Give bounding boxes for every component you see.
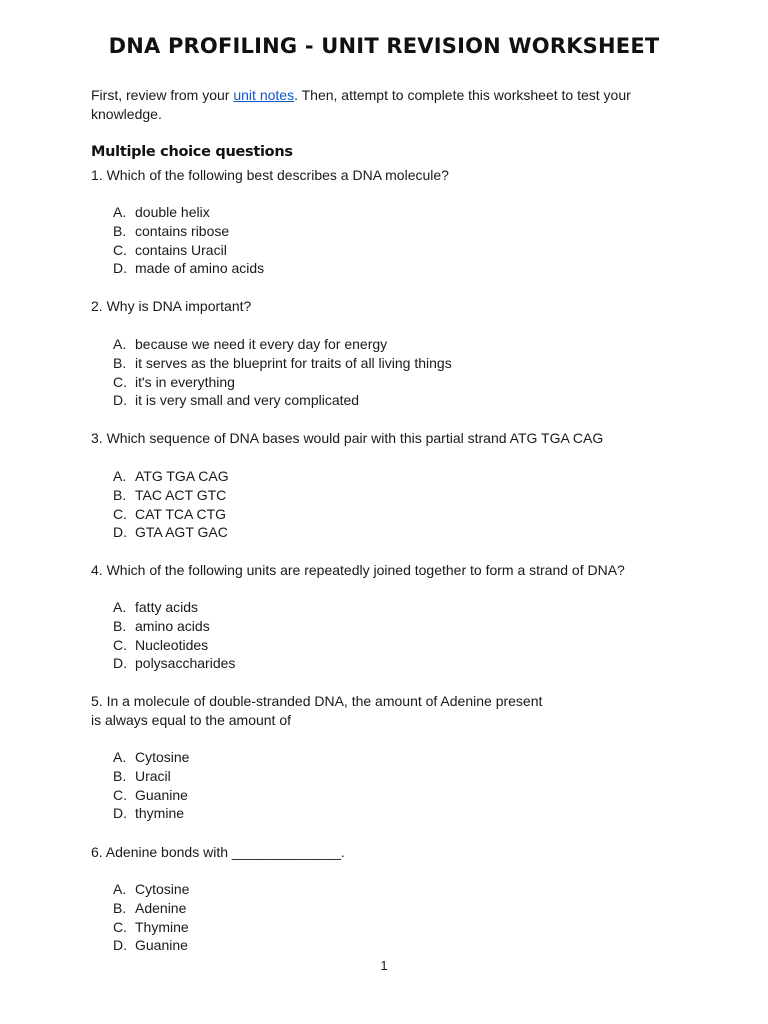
option-text: Thymine xyxy=(135,918,189,935)
option-text: because we need it every day for energy xyxy=(135,336,388,352)
intro-paragraph xyxy=(91,86,651,124)
option-b xyxy=(91,767,651,786)
option-text: it is very small and very complicated xyxy=(135,392,360,409)
option-list xyxy=(91,880,651,955)
option-text: double helix xyxy=(135,204,210,220)
option-text: Guanine xyxy=(135,786,188,803)
option-c xyxy=(91,636,711,655)
option-d xyxy=(91,804,651,823)
option-letter: D. xyxy=(113,524,127,541)
option-a xyxy=(91,748,651,767)
option-text: TAC ACT GTC xyxy=(135,486,227,503)
option-letter: D. xyxy=(113,805,127,822)
option-a xyxy=(91,598,711,617)
option-text: amino acids xyxy=(135,617,210,634)
option-a xyxy=(91,467,691,486)
option-letter: A. xyxy=(113,599,127,615)
option-text: GTA AGT GAC xyxy=(135,524,228,541)
option-c xyxy=(91,505,691,524)
option-d xyxy=(91,936,651,955)
option-text: polysaccharides xyxy=(135,655,236,672)
option-text: it serves as the blueprint for traits of all living things xyxy=(135,354,452,371)
intro-prefix: First, review from your xyxy=(91,87,234,103)
question-text-line2: is always equal to the amount of xyxy=(91,712,292,728)
unit-notes-link[interactable]: unit notes xyxy=(233,87,295,103)
option-letter: C. xyxy=(113,636,127,653)
page-number: 1 xyxy=(380,958,388,973)
option-c xyxy=(91,918,651,937)
option-letter: B. xyxy=(113,354,127,371)
option-b xyxy=(91,617,711,636)
question-2 xyxy=(91,297,651,410)
question-1 xyxy=(91,166,651,278)
option-letter: B. xyxy=(113,617,127,634)
option-letter: D. xyxy=(113,937,127,954)
option-letter: A. xyxy=(113,881,127,897)
question-text: 2. Why is DNA important? xyxy=(91,298,252,314)
option-text: Nucleotides xyxy=(135,636,209,653)
option-text: contains Uracil xyxy=(135,241,227,258)
option-text: CAT TCA CTG xyxy=(135,505,227,522)
question-3 xyxy=(91,429,691,542)
option-d xyxy=(91,391,651,410)
option-list xyxy=(91,203,651,278)
option-a xyxy=(91,880,651,899)
question-4 xyxy=(91,561,711,673)
option-letter: C. xyxy=(113,505,127,522)
option-letter: A. xyxy=(113,336,127,352)
option-list xyxy=(91,598,711,673)
question-text-line1: 5. In a molecule of double-stranded DNA, the amount of Adenine present xyxy=(91,693,543,709)
option-c xyxy=(91,786,651,805)
option-text: Adenine xyxy=(135,899,187,916)
option-text: fatty acids xyxy=(135,599,199,615)
option-letter: A. xyxy=(113,468,127,484)
option-c xyxy=(91,241,651,260)
option-letter: B. xyxy=(113,899,127,916)
option-list xyxy=(91,335,651,410)
option-text: contains ribose xyxy=(135,222,230,239)
option-letter: D. xyxy=(113,392,127,409)
option-list xyxy=(91,467,691,542)
option-letter: C. xyxy=(113,241,127,258)
question-5 xyxy=(91,692,651,823)
section-heading: Multiple choice questions xyxy=(91,144,293,160)
option-letter: C. xyxy=(113,786,127,803)
option-letter: B. xyxy=(113,486,127,503)
option-letter: A. xyxy=(113,204,127,220)
option-b xyxy=(91,486,691,505)
intro-suffix: . Then, attempt to complete this worksheet to test your knowledge. xyxy=(91,87,631,122)
option-text: ATG TGA CAG xyxy=(135,468,229,484)
option-letter: D. xyxy=(113,655,127,672)
option-letter: C. xyxy=(113,918,127,935)
option-text: made of amino acids xyxy=(135,260,265,277)
option-b xyxy=(91,354,651,373)
question-text: 4. Which of the following units are repeatedly joined together to form a strand of DNA? xyxy=(91,562,625,578)
option-list xyxy=(91,748,651,823)
option-letter: C. xyxy=(113,373,127,390)
option-letter: D. xyxy=(113,260,127,277)
option-c xyxy=(91,373,651,392)
option-b xyxy=(91,899,651,918)
option-letter: A. xyxy=(113,749,127,765)
option-text: it's in everything xyxy=(135,373,235,390)
option-text: Guanine xyxy=(135,937,188,954)
option-d xyxy=(91,654,711,673)
option-letter: B. xyxy=(113,222,127,239)
question-6 xyxy=(91,843,651,955)
question-text: 6. Adenine bonds with ______________. xyxy=(91,844,345,860)
page-title: DNA PROFILING - UNIT REVISION WORKSHEET xyxy=(108,34,660,58)
option-a xyxy=(91,203,651,222)
option-text: Cytosine xyxy=(135,881,190,897)
option-text: Cytosine xyxy=(135,749,190,765)
option-d xyxy=(91,523,691,542)
question-text: 3. Which sequence of DNA bases would pair with this partial strand ATG TGA CAG xyxy=(91,430,604,446)
option-letter: B. xyxy=(113,767,127,784)
option-a xyxy=(91,335,651,354)
option-d xyxy=(91,259,651,278)
question-text xyxy=(91,692,651,730)
option-text: thymine xyxy=(135,805,185,822)
question-text: 1. Which of the following best describes a DNA molecule? xyxy=(91,167,449,183)
option-text: Uracil xyxy=(135,767,171,784)
option-b xyxy=(91,222,651,241)
